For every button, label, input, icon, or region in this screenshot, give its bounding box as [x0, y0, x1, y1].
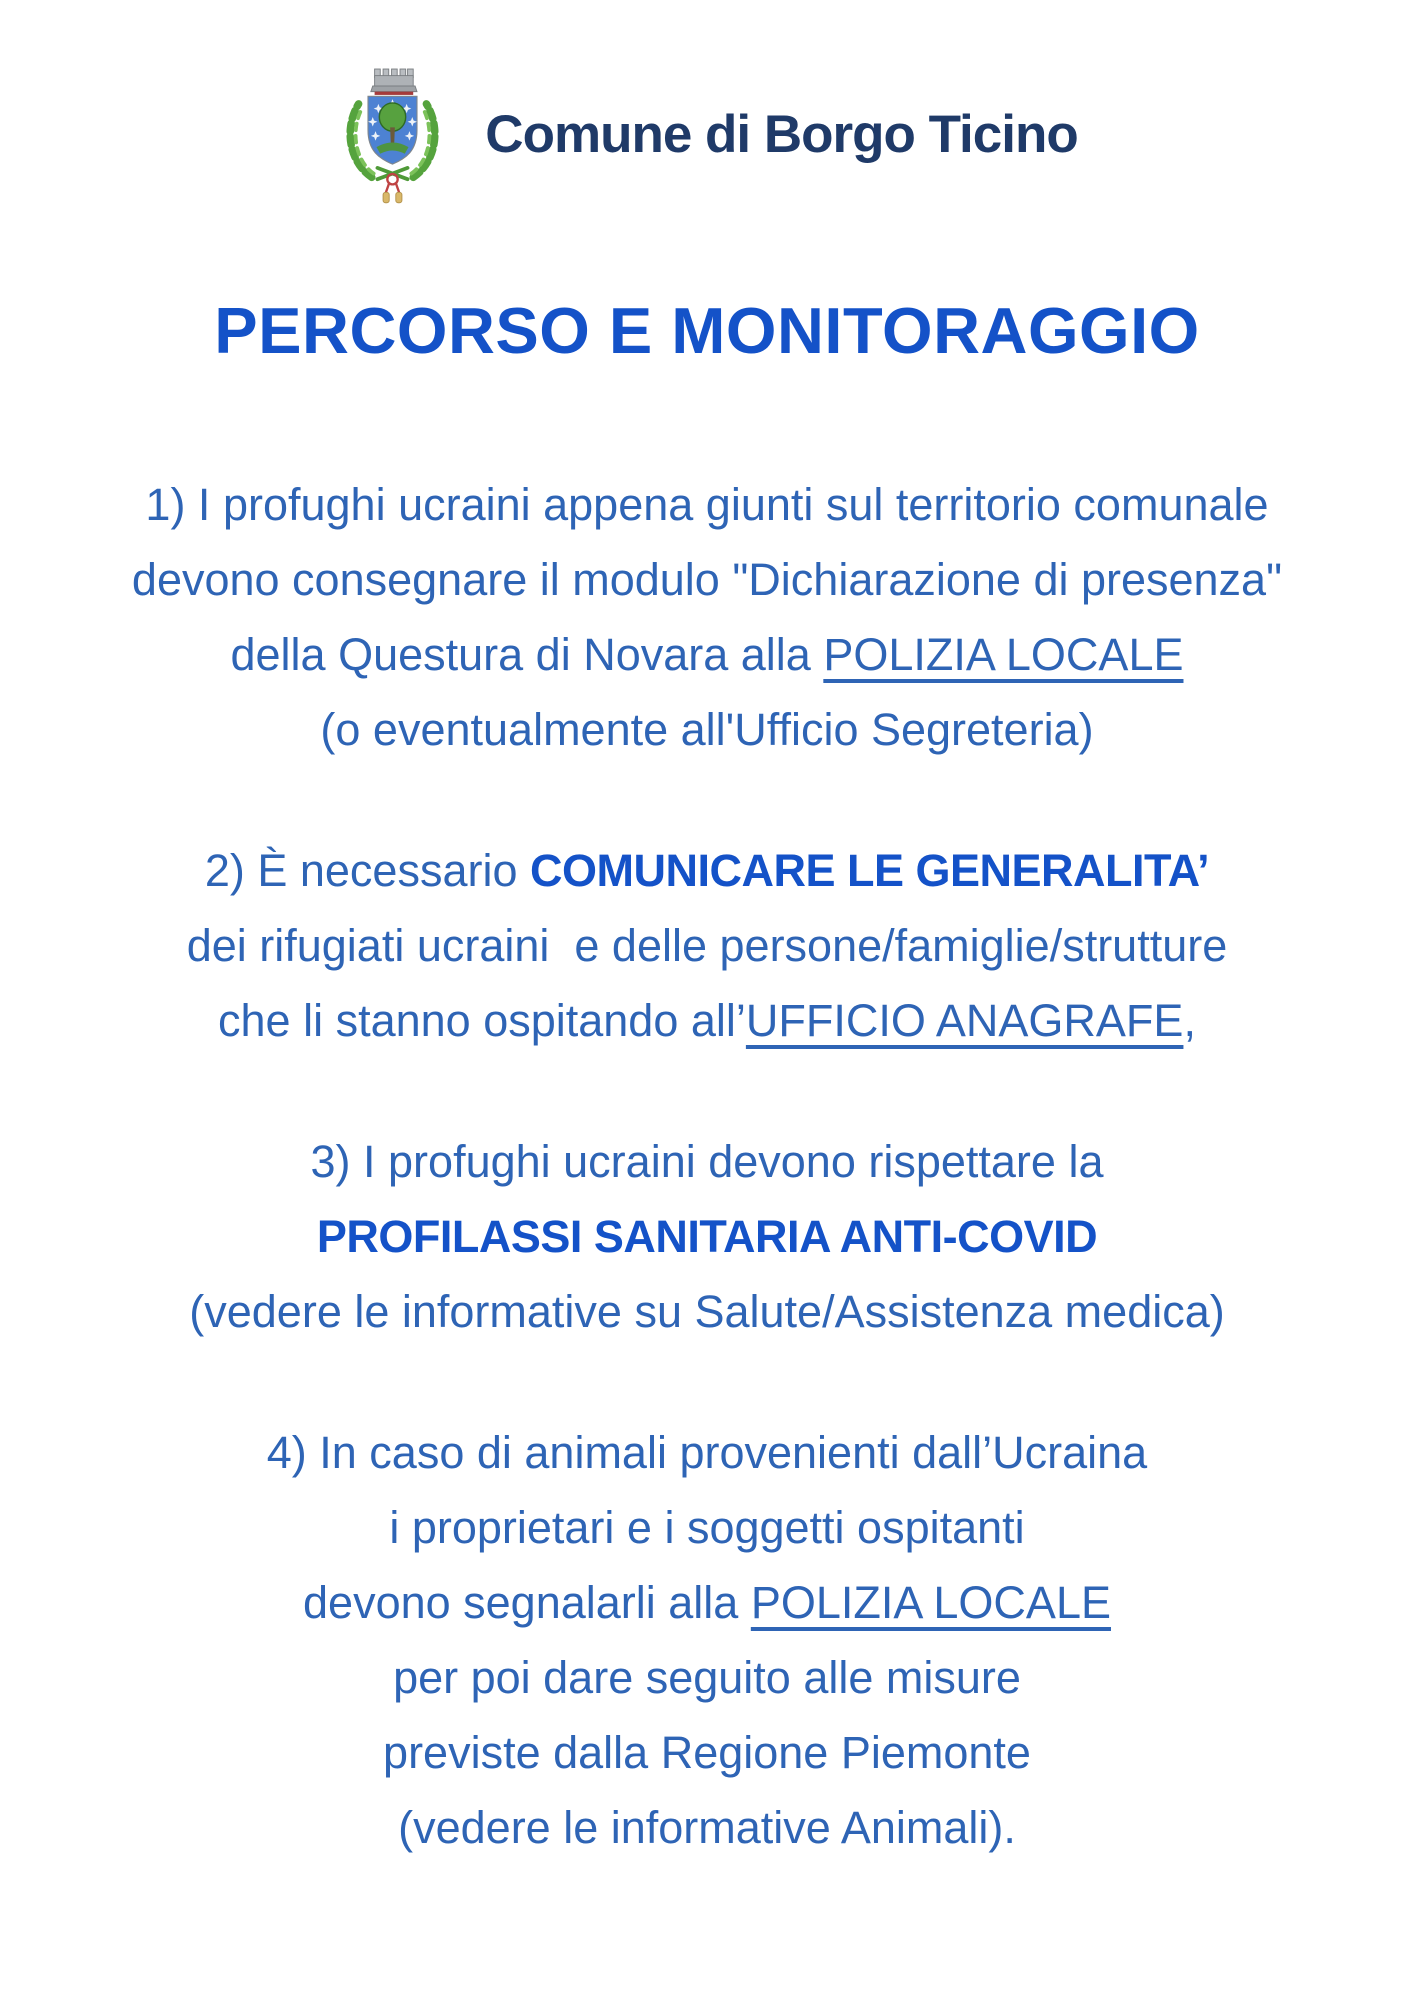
- text-line: [0, 1565, 1414, 1640]
- text-segment: 1) I profughi ucraini appena giunti sul territorio comunale: [145, 479, 1269, 530]
- bold-text: COMUNICARE LE GENERALITA’: [529, 845, 1210, 896]
- text-line: [0, 1274, 1414, 1349]
- text-line: [0, 1124, 1414, 1199]
- underlined-text: POLIZIA LOCALE: [823, 629, 1184, 680]
- header: [0, 60, 1414, 208]
- text-segment: devono consegnare il modulo "Dichiarazione di presenza": [131, 554, 1283, 605]
- text-segment: 3) I profughi ucraini devono rispettare la: [310, 1136, 1104, 1187]
- underlined-text: UFFICIO ANAGRAFE: [745, 995, 1184, 1046]
- text-segment: previste dalla Regione Piemonte: [383, 1727, 1031, 1778]
- text-line: [0, 833, 1414, 908]
- paragraph: [0, 1415, 1414, 1865]
- text-line: [0, 1640, 1414, 1715]
- text-line: [0, 542, 1414, 617]
- coat-of-arms-icon: [336, 60, 449, 208]
- text-segment: 4) In caso di animali provenienti dall’Ucraina: [266, 1427, 1148, 1478]
- text-line: [0, 908, 1414, 983]
- text-line: [0, 467, 1414, 542]
- body-paragraphs: [0, 467, 1414, 1865]
- text-line: [0, 617, 1414, 692]
- paragraph: [0, 467, 1414, 767]
- text-segment: ,: [1183, 995, 1196, 1046]
- underlined-text: POLIZIA LOCALE: [750, 1577, 1111, 1628]
- bold-text: PROFILASSI SANITARIA ANTI-COVID: [316, 1211, 1098, 1262]
- text-line: [0, 1490, 1414, 1565]
- text-line: [0, 692, 1414, 767]
- text-segment: che li stanno ospitando all’: [218, 995, 746, 1046]
- text-segment: (vedere le informative Animali).: [398, 1802, 1016, 1853]
- text-segment: dei rifugiati ucraini e delle persone/famiglie/strutture: [186, 920, 1228, 971]
- text-segment: per poi dare seguito alle misure: [393, 1652, 1021, 1703]
- text-line: [0, 983, 1414, 1058]
- municipality-logo: [336, 60, 449, 208]
- text-segment: devono segnalarli alla: [303, 1577, 751, 1628]
- org-name: Comune di Borgo Ticino: [485, 104, 1078, 164]
- page-title: PERCORSO E MONITORAGGIO: [214, 294, 1200, 367]
- text-line: [0, 1199, 1414, 1274]
- text-segment: i proprietari e i soggetti ospitanti: [389, 1502, 1025, 1553]
- text-line: [0, 1790, 1414, 1865]
- paragraph: [0, 1124, 1414, 1349]
- text-segment: (o eventualmente all'Ufficio Segreteria): [320, 704, 1094, 755]
- text-segment: della Questura di Novara alla: [230, 629, 824, 680]
- text-segment: (vedere le informative su Salute/Assistenza medica): [189, 1286, 1225, 1337]
- text-segment: 2) È necessario: [204, 845, 530, 896]
- text-line: [0, 1715, 1414, 1790]
- paragraph: [0, 833, 1414, 1058]
- text-line: [0, 1415, 1414, 1490]
